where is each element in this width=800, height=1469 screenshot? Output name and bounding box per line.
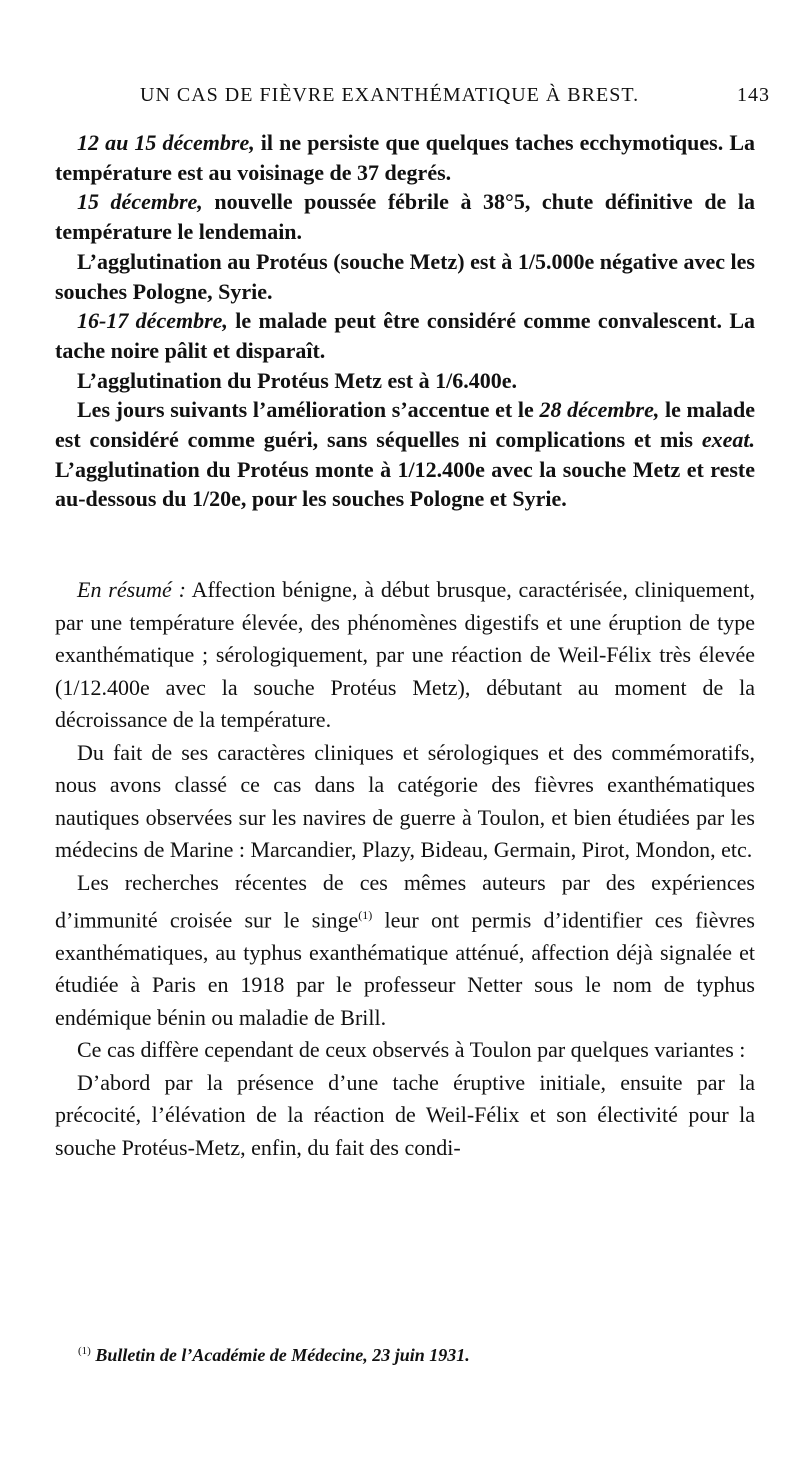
clinical-course-block [55, 128, 755, 514]
footnote [78, 1345, 758, 1366]
paragraph-text: L’agglutination du Protéus monte à 1/12.400e avec la souche Metz et reste au-dessous du 1/20e, pour les souches Pologne et Syrie. [55, 456, 755, 512]
page-number: 143 [737, 84, 770, 106]
paragraph [55, 247, 755, 306]
paragraph [55, 395, 755, 514]
paragraph [55, 128, 755, 187]
paragraph-text: leur ont permis d’identifier ces fièvres exanthématiques, au typhus exanthématique atténué, affection déjà signalée et étudiée à Paris en 1918 par le professeur Netter sous le nom de typhus endémique bénin ou maladie de Brill. [55, 907, 755, 1030]
running-title: UN CAS DE FIÈVRE EXANTHÉMATIQUE À BREST. [140, 84, 640, 106]
date-label: 12 au 15 décembre, [77, 130, 255, 155]
paragraph [55, 574, 755, 737]
paragraph-text: le malade peut être considéré comme convalescent. La tache noire pâlit et disparaît. [55, 308, 755, 363]
paragraph [55, 1067, 755, 1165]
date-label: 28 décembre, [539, 397, 660, 423]
paragraph-text: L’agglutination du Protéus Metz est à 1/6.400e. [77, 367, 517, 393]
paragraph [55, 366, 755, 396]
paragraph-text: nouvelle poussée fébrile à 38°5, chute définitive de la température le lendemain. [55, 189, 755, 245]
summary-block [55, 574, 755, 1164]
latin-term: exeat. [701, 427, 755, 453]
paragraph-text: Les jours suivants l’amélioration s’accentue et le [77, 397, 540, 423]
paragraph-text: Les recherches récentes de ces mêmes auteurs par des expériences d’immunité croisée sur le singe [55, 869, 755, 933]
paragraph-text: L’agglutination au Protéus (souche Metz) est à 1/5.000e négative avec les souches Pologne, Syrie. [55, 248, 755, 304]
footnote-mark: (1) [78, 1345, 91, 1357]
paragraph-text: il ne persiste que quelques taches ecchymotiques. La température est au voisinage de 37 degrés. [55, 130, 755, 185]
summary-lead: En résumé : [77, 577, 186, 602]
footnote-text: Bulletin de l’Académie de Médecine, 23 juin 1931. [95, 1345, 470, 1365]
paragraph-text: Du fait de ses caractères cliniques et sérologiques et des commémoratifs, nous avons classé ce cas dans la catégorie des fièvres exanthématiques nautiques observées sur les navires de guerre à Toulon, et bien étudiées par les médecins de Marine : Marcandier, Plazy, Bideau, Germain, Pirot, Mondon, etc. [55, 739, 755, 862]
paragraph [55, 867, 755, 1035]
paragraph [55, 187, 755, 246]
paragraph-text: Ce cas diffère cependant de ceux observés à Toulon par quelques variantes : [77, 1037, 746, 1063]
footnote-ref: (1) [358, 908, 373, 922]
paragraph [55, 737, 755, 867]
paragraph [55, 306, 755, 365]
paragraph-text: D’abord par la présence d’une tache éruptive initiale, ensuite par la précocité, l’élévation de la réaction de Weil-Félix et son électivité pour la souche Protéus-Metz, enfin, du fait des condi- [55, 1069, 755, 1160]
date-label: 16-17 décembre, [77, 308, 228, 334]
paragraph [55, 1034, 755, 1067]
paragraph-text: le malade est considéré comme guéri, sans séquelles ni complications et mis [55, 397, 755, 453]
paragraph-text: Affection bénigne, à début brusque, caractérisée, cliniquement, par une température élevée, des phénomènes digestifs et une éruption de type exanthématique ; sérologiquement, par une réaction de Weil-Félix très élevée (1/12.400e avec la souche Protéus Metz), débutant au moment de la décroissance de la température. [55, 577, 756, 732]
date-label: 15 décembre, [77, 189, 203, 215]
